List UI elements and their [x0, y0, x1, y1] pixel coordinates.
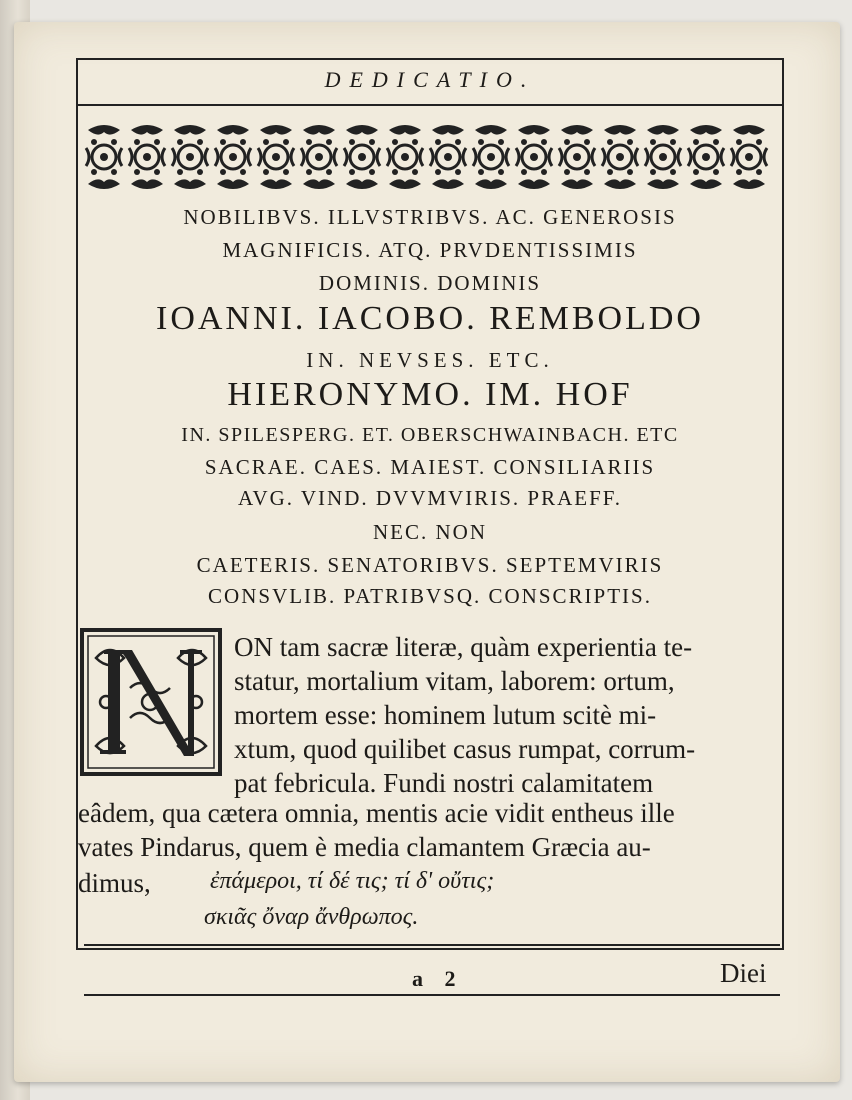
body-text-line: dimus, — [78, 868, 151, 898]
dedication-line: IN. NEVSES. ETC. — [306, 348, 554, 372]
body-text-line: statur, mortalium vitam, laborem: ortum, — [234, 666, 675, 696]
dedication-line: NOBILIBVS. ILLVSTRIBVS. AC. GENEROSIS — [183, 205, 677, 229]
dedication-name: HIERONYMO. IM. HOF — [227, 376, 633, 413]
decorated-initial-n — [80, 628, 222, 776]
footer-rule — [84, 944, 780, 946]
dedication-line: IN. SPILESPERG. ET. OBERSCHWAINBACH. ETC — [181, 424, 679, 446]
header-rule — [76, 104, 784, 106]
dedication-line: DOMINIS. DOMINIS — [318, 271, 542, 295]
dedication-line: AVG. VIND. DVVMVIRIS. PRAEFF. — [237, 486, 622, 510]
body-text-line: eâdem, qua cætera omnia, mentis acie vidit entheus ille — [78, 798, 675, 828]
dedication-line: CONSVLIB. PATRIBVSQ. CONSCRIPTIS. — [208, 584, 652, 608]
ornamental-headpiece — [84, 118, 776, 196]
body-text-line: ON tam sacræ literæ, quàm experientia te- — [234, 632, 693, 662]
body-text-line: xtum, quod quilibet casus rumpat, corrum- — [234, 734, 696, 764]
greek-quotation: σκιᾶς ὄναρ ἄνθρωπος. — [204, 904, 419, 930]
catchword: Diei — [720, 958, 767, 988]
greek-quotation: ἐπάμεροι, τί δέ τις; τί δ' οὔτις; — [210, 868, 495, 894]
dedication-line: NEC. NON — [373, 520, 487, 544]
body-text-line: pat febricula. Fundi nostri calamitatem — [234, 768, 654, 798]
body-text-line: vates Pindarus, quem è media clamantem Græcia au- — [78, 832, 651, 862]
dedication-line: SACRAE. CAES. MAIEST. CONSILIARIIS — [204, 455, 656, 479]
signature-mark: a 2 — [412, 966, 464, 991]
dedication-line: MAGNIFICIS. ATQ. PRVDENTISSIMIS — [222, 238, 638, 262]
bottom-rule — [84, 994, 780, 996]
body-text-line: mortem esse: hominem lutum scitè mi- — [234, 700, 657, 730]
running-head: DEDICATIO. — [324, 67, 536, 92]
dedication-line: CAETERIS. SENATORIBVS. SEPTEMVIRIS — [196, 553, 664, 577]
dedication-name: IOANNI. IACOBO. REMBOLDO — [156, 300, 704, 337]
